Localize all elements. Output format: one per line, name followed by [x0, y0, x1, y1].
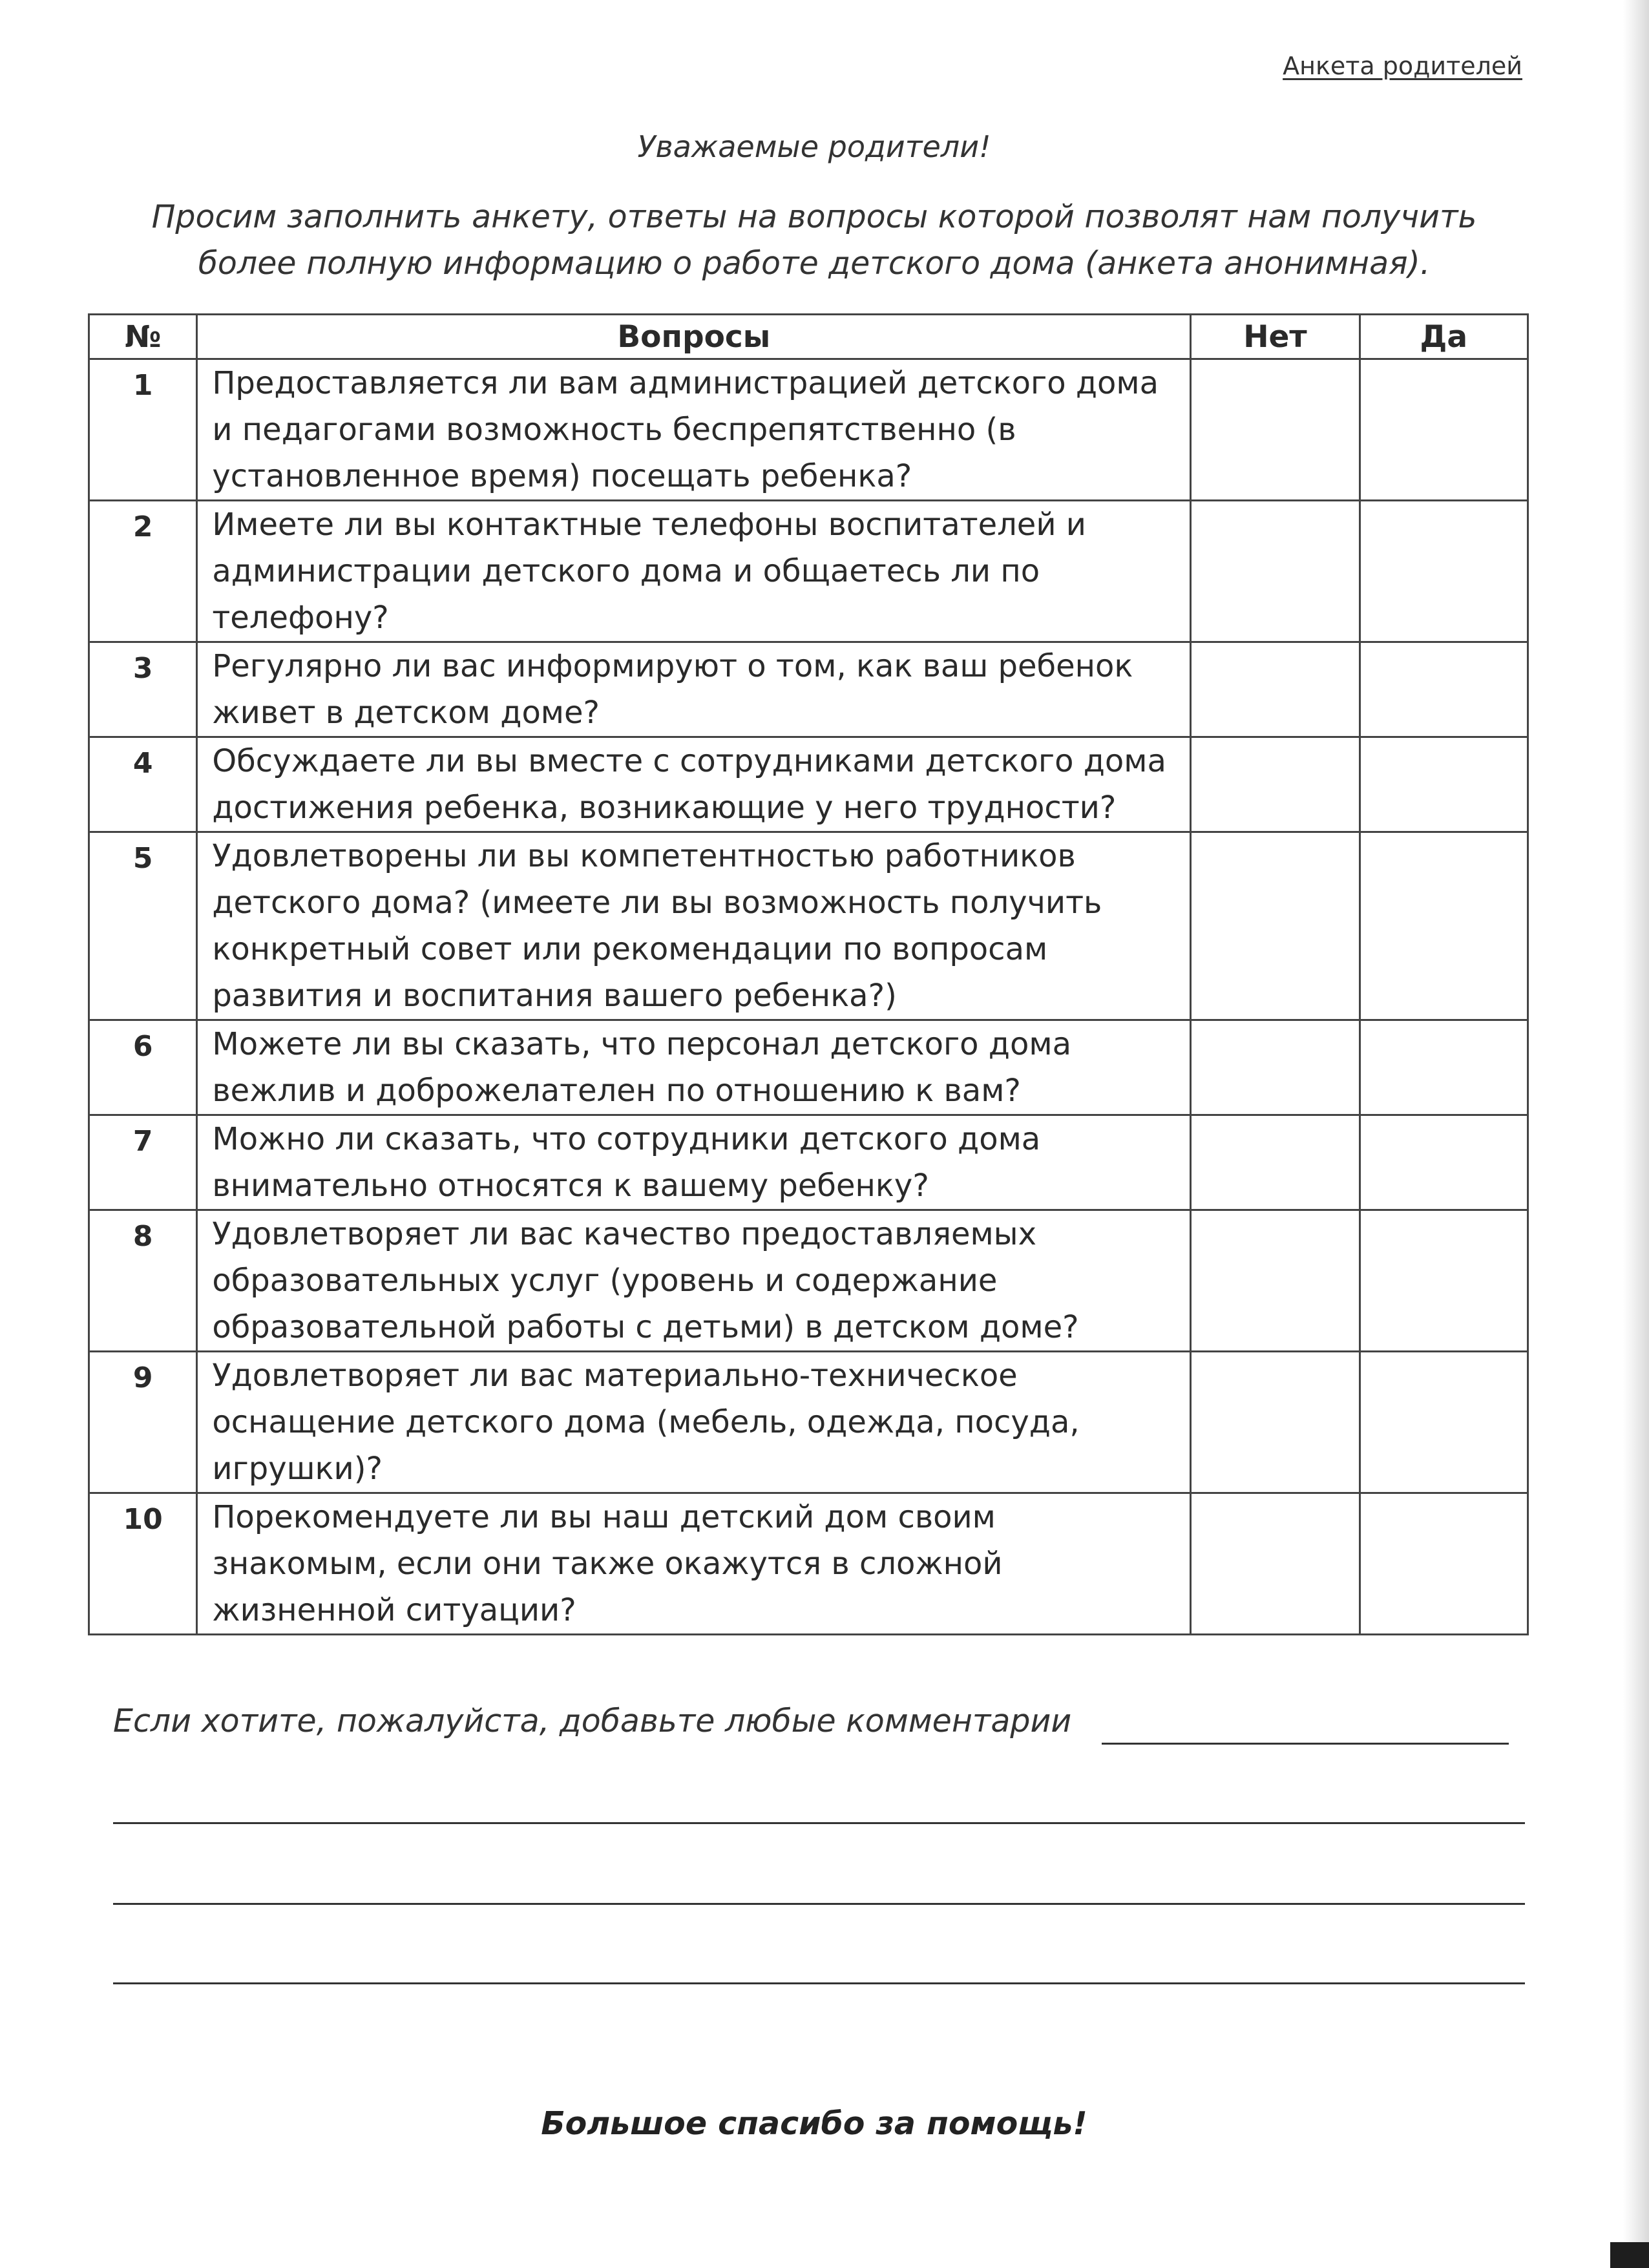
comment-line-2[interactable] [113, 1822, 1525, 1824]
answer-yes-cell[interactable] [1360, 1493, 1528, 1635]
question-text: Обсуждаете ли вы вместе с сотрудниками детского дома достижения ребенка, возникающие у него трудности? [197, 737, 1191, 832]
greeting: Уважаемые родители! [637, 129, 991, 164]
row-number: 6 [89, 1020, 197, 1115]
comments-prompt: Если хотите, пожалуйста, добавьте любые комментарии [113, 1703, 1072, 1739]
row-number: 7 [89, 1115, 197, 1210]
table-row [89, 501, 1528, 642]
page-label: Анкета родителей [1283, 52, 1522, 80]
row-number: 8 [89, 1210, 197, 1352]
question-text: Удовлетворены ли вы компетентностью работников детского дома? (имеете ли вы возможность получить конкретный совет или рекомендации по вопросам развития и воспитания вашего ребенка?) [197, 832, 1191, 1020]
question-text: Порекомендуете ли вы наш детский дом своим знакомым, если они также окажутся в сложной жизненной ситуации? [197, 1493, 1191, 1635]
answer-no-cell[interactable] [1191, 1493, 1360, 1635]
table-row [89, 359, 1528, 501]
answer-no-cell[interactable] [1191, 1352, 1360, 1493]
thanks-text: Большое спасибо за помощь! [541, 2105, 1087, 2142]
table-row [89, 642, 1528, 737]
question-text: Можете ли вы сказать, что персонал детского дома вежлив и доброжелателен по отношению к вам? [197, 1020, 1191, 1115]
scan-edge-shadow [1623, 0, 1649, 2268]
answer-yes-cell[interactable] [1360, 737, 1528, 832]
table-row [89, 1115, 1528, 1210]
answer-yes-cell[interactable] [1360, 1210, 1528, 1352]
answer-no-cell[interactable] [1191, 642, 1360, 737]
comment-line-3[interactable] [113, 1903, 1525, 1905]
row-number: 1 [89, 359, 197, 501]
table-row [89, 737, 1528, 832]
table-row [89, 1493, 1528, 1635]
question-text: Удовлетворяет ли вас качество предоставляемых образовательных услуг (уровень и содержание образовательной работы с детьми) в детском доме? [197, 1210, 1191, 1352]
answer-no-cell[interactable] [1191, 501, 1360, 642]
column-header-no: Нет [1191, 315, 1360, 359]
answer-no-cell[interactable] [1191, 359, 1360, 501]
question-text: Можно ли сказать, что сотрудники детского дома внимательно относятся к вашему ребенку? [197, 1115, 1191, 1210]
table-row [89, 1020, 1528, 1115]
row-number: 9 [89, 1352, 197, 1493]
question-text: Имеете ли вы контактные телефоны воспитателей и администрации детского дома и общаетесь ли по телефону? [197, 501, 1191, 642]
row-number: 2 [89, 501, 197, 642]
answer-yes-cell[interactable] [1360, 642, 1528, 737]
question-text: Предоставляется ли вам администрацией детского дома и педагогами возможность беспрепятственно (в установленное время) посещать ребенка? [197, 359, 1191, 501]
row-number: 5 [89, 832, 197, 1020]
row-number: 10 [89, 1493, 197, 1635]
table-row [89, 832, 1528, 1020]
answer-yes-cell[interactable] [1360, 501, 1528, 642]
scan-corner-shadow [1610, 2242, 1649, 2268]
answer-no-cell[interactable] [1191, 1115, 1360, 1210]
row-number: 4 [89, 737, 197, 832]
column-header-questions: Вопросы [197, 315, 1191, 359]
table-row [89, 1352, 1528, 1493]
intro-text: Просим заполнить анкету, ответы на вопросы которой позволят нам получить более полную информацию о работе детского дома (анкета анонимная). [151, 198, 1477, 282]
column-header-number: № [89, 315, 197, 359]
answer-no-cell[interactable] [1191, 1020, 1360, 1115]
question-text: Регулярно ли вас информируют о том, как ваш ребенок живет в детском доме? [197, 642, 1191, 737]
table-row [89, 1210, 1528, 1352]
survey-table [88, 313, 1529, 1635]
question-text: Удовлетворяет ли вас материально-техническое оснащение детского дома (мебель, одежда, посуда, игрушки)? [197, 1352, 1191, 1493]
column-header-yes: Да [1360, 315, 1528, 359]
answer-yes-cell[interactable] [1360, 359, 1528, 501]
comment-line-1[interactable] [1102, 1743, 1509, 1745]
answer-yes-cell[interactable] [1360, 1020, 1528, 1115]
answer-no-cell[interactable] [1191, 737, 1360, 832]
comment-line-4[interactable] [113, 1982, 1525, 1984]
answer-yes-cell[interactable] [1360, 1352, 1528, 1493]
answer-yes-cell[interactable] [1360, 832, 1528, 1020]
answer-no-cell[interactable] [1191, 832, 1360, 1020]
table-header-row [89, 315, 1528, 359]
answer-no-cell[interactable] [1191, 1210, 1360, 1352]
row-number: 3 [89, 642, 197, 737]
answer-yes-cell[interactable] [1360, 1115, 1528, 1210]
